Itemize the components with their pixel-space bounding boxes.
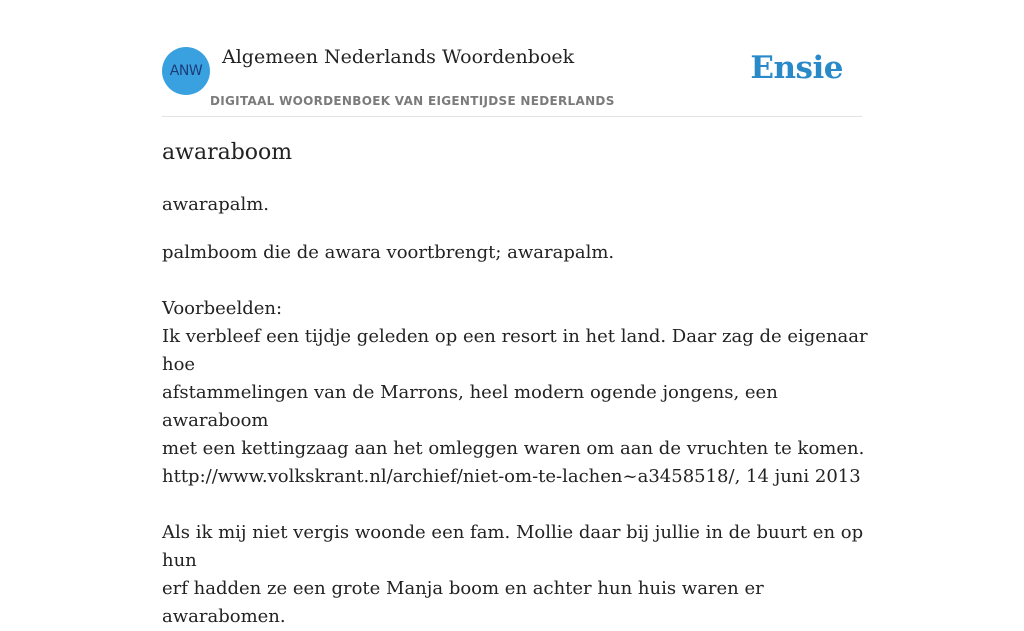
entry-body	[162, 239, 872, 631]
example-line: met een kettingzaag aan het omleggen waren om aan de vruchten te komen.	[162, 438, 865, 459]
page-container	[162, 0, 868, 627]
ensie-brand-logo[interactable]: Ensie	[750, 50, 843, 86]
site-header	[162, 0, 862, 117]
example-line: Als ik mij niet vergis woonde een fam. Mollie daar bij jullie in de buurt en op hun	[162, 522, 864, 571]
entry-synonym: awarapalm.	[162, 194, 270, 215]
examples-label: Voorbeelden:	[162, 298, 283, 319]
example-source: http://www.volkskrant.nl/archief/niet-om-te-lachen~a3458518/, 14 juni 2013	[162, 466, 861, 487]
site-subtitle: DIGITAAL WOORDENBOEK VAN EIGENTIJDSE NEDERLANDS	[210, 94, 615, 108]
example-line: Ik verbleef een tijdje geleden op een resort in het land. Daar zag de eigenaar hoe	[162, 326, 868, 375]
site-title[interactable]: Algemeen Nederlands Woordenboek	[222, 46, 575, 68]
anw-logo[interactable]	[162, 47, 210, 95]
logo-text: ANW	[169, 63, 203, 79]
example-line: erf hadden ze een grote Manja boom en achter hun huis waren er awarabomen.	[162, 578, 764, 627]
entry-definition: palmboom die de awara voortbrengt; awarapalm.	[162, 242, 615, 263]
example-line: afstammelingen van de Marrons, heel modern ogende jongens, een awaraboom	[162, 382, 778, 431]
entry-headword: awaraboom	[162, 140, 293, 165]
